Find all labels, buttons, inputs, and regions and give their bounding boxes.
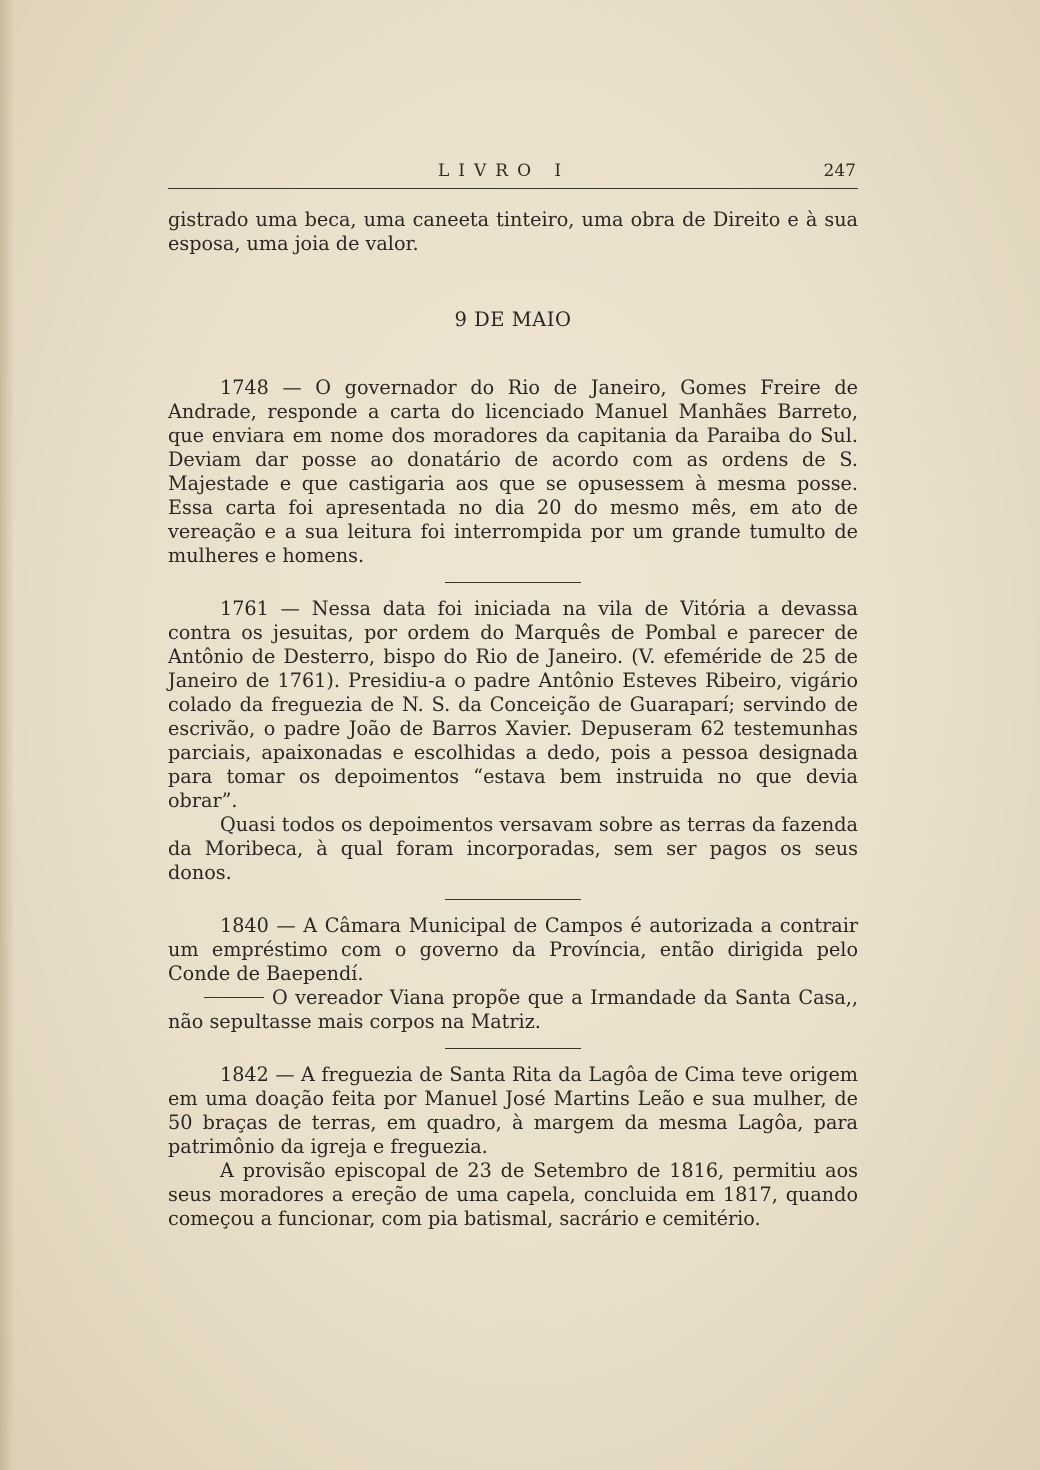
body-text [168, 208, 858, 1231]
entry-1842-continued: A provisão episcopal de 23 de Setembro de 1816, permitiu aos seus moradores a ereção de uma capela, concluida em 1817, quando começou a funcionar, com pia batismal, sacrário e cemitério. [168, 1159, 858, 1230]
page-header [168, 160, 858, 189]
ditto-dash [204, 997, 264, 998]
paragraph-continuation: gistrado uma beca, uma caneeta tinteiro, uma obra de Direito e à sua esposa, uma joia de valor. [168, 208, 858, 255]
entry-1840-continued [168, 986, 858, 1034]
entry-1840-continued-text: O vereador Viana propõe que a Irmandade da Santa Casa,, não sepultasse mais corpos na Matriz. [168, 986, 858, 1033]
entry-1761: 1761 — Nessa data foi iniciada na vila de Vitória a devassa contra os jesuitas, por ordem do Marquês de Pombal e parecer de Antônio de Desterro, bispo do Rio de Janeiro. (V. efeméride de 25 de Janeiro de 1761). Presidiu-a o padre Antônio Esteves Ribeiro, vigário colado da freguezia de N. S. da Conceição de Guaraparí; servindo de escrivão, o padre João de Barros Xavier. Depuseram 62 testemunhas parciais, apaixonadas e escolhidas a dedo, pois a pessoa designada para tomar os depoimentos “estava bem instruida no que devia obrar”. [168, 597, 858, 812]
entry-1840: 1840 — A Câmara Municipal de Campos é autorizada a contrair um empréstimo com o governo da Província, então dirigida pelo Conde de Baependí. [168, 914, 858, 985]
entry-1842: 1842 — A freguezia de Santa Rita da Lagôa de Cima teve origem em uma doação feita por Manuel José Martins Leão e sua mulher, de 50 braças de terras, em quadro, à margem da mesma Lagôa, para patrimônio da igreja e freguezia. [168, 1063, 858, 1158]
page-number: 247 [823, 161, 856, 181]
entry-1748: 1748 — O governador do Rio de Janeiro, Gomes Freire de Andrade, responde a carta do licenciado Manuel Manhães Barreto, que enviara em nome dos moradores da capitania da Paraiba do Sul. Deviam dar posse ao donatário de acordo com as ordens de S. Majestade e que castigaria aos que se opusessem à mesma posse. Essa carta foi apresentada no dia 20 do mesmo mês, em ato de vereação e a sua leitura foi interrompida por um grande tumulto de mulheres e homens. [168, 376, 858, 567]
section-heading: 9 DE MAIO [454, 308, 572, 331]
entry-1761-continued: Quasi todos os depoimentos versavam sobre as terras da fazenda da Moribeca, à qual foram incorporadas, sem ser pagos os seus donos. [168, 813, 858, 884]
running-head: LIVRO I [438, 161, 571, 181]
